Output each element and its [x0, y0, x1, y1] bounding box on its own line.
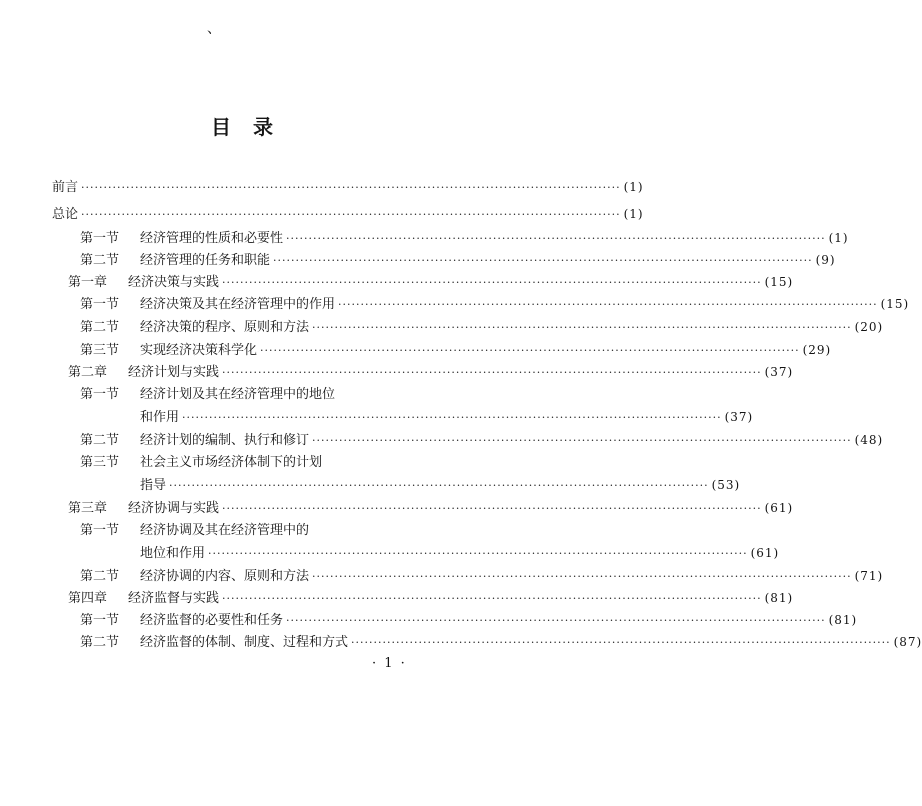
toc-page-number: (37): [764, 365, 794, 379]
toc-page-number: (37): [724, 410, 754, 424]
toc-section-title: 经济监督的体制、制度、过程和方式: [140, 635, 349, 650]
leader-dots: ························································································································: [312, 321, 852, 334]
toc-entry-intro-section-1: [80, 227, 849, 249]
leader-dots: ························································································································: [338, 298, 878, 311]
toc-entry-ch3-section-2: [80, 565, 884, 587]
toc-chapter-number: 第一章: [68, 275, 108, 290]
toc-page-number: (53): [711, 478, 741, 492]
toc-entry-ch2-section-3: [80, 452, 440, 474]
toc-section-title: 经济管理的任务和职能: [140, 253, 271, 268]
toc-section-number: 第二节: [80, 253, 120, 268]
toc-page-number: (29): [802, 343, 832, 357]
leader-dots: ························································································································: [273, 254, 813, 267]
toc-section-title: 经济决策及其在经济管理中的作用: [140, 297, 336, 312]
toc-entry-ch2-section-1-continued: [140, 406, 754, 428]
toc-section-title: 经济协调及其在经济管理中的: [140, 523, 310, 538]
toc-section-number: 第二节: [80, 635, 120, 650]
toc-section-title: 经济计划及其在经济管理中的地位: [140, 387, 336, 402]
toc-page-number: (61): [750, 546, 780, 560]
toc-section-title: 经济计划的编制、执行和修订: [140, 433, 310, 448]
leader-dots: ························································································································: [222, 366, 762, 379]
toc-entry-ch1-section-1: [80, 293, 910, 315]
toc-section-number: 第三节: [80, 455, 120, 470]
toc-page-number: (71): [854, 569, 884, 583]
toc-chapter-number: 第三章: [68, 501, 108, 516]
toc-section-title: 社会主义市场经济体制下的计划: [140, 455, 323, 470]
toc-chapter-title: 经济决策与实践: [128, 275, 220, 290]
toc-chapter-title: 经济监督与实践: [128, 591, 220, 606]
toc-section-title-continued: 和作用: [140, 410, 180, 425]
toc-section-number: 第三节: [80, 343, 120, 358]
leader-dots: ························································································································: [81, 208, 621, 221]
toc-section-number: 第一节: [80, 231, 120, 246]
toc-section-number: 第二节: [80, 433, 120, 448]
toc-page-number: (48): [854, 433, 884, 447]
toc-label: 总论: [52, 207, 79, 222]
leader-dots: ························································································································: [351, 636, 891, 649]
stray-mark: 、: [207, 21, 221, 37]
leader-dots: ························································································································: [222, 592, 762, 605]
leader-dots: ························································································································: [312, 570, 852, 583]
toc-entry-intro: [52, 203, 644, 225]
toc-section-title-continued: 指导: [140, 478, 167, 493]
toc-entry-ch1-section-2: [80, 316, 884, 338]
toc-page-number: (61): [764, 501, 794, 515]
toc-chapter-title: 经济计划与实践: [128, 365, 220, 380]
leader-dots: ························································································································: [286, 232, 826, 245]
toc-page-number: (1): [623, 207, 644, 221]
toc-entry-chapter-3: [68, 497, 794, 519]
toc-section-number: 第一节: [80, 523, 120, 538]
toc-page-number: (15): [880, 297, 910, 311]
toc-entry-intro-section-2: [80, 249, 836, 271]
leader-dots: ························································································································: [312, 434, 852, 447]
toc-section-title: 经济管理的性质和必要性: [140, 231, 284, 246]
leader-dots: ························································································································: [222, 502, 762, 515]
toc-section-title: 经济决策的程序、原则和方法: [140, 320, 310, 335]
leader-dots: ························································································································: [81, 181, 621, 194]
toc-page-number: (81): [828, 613, 858, 627]
toc-page-number: (1): [623, 180, 644, 194]
toc-page-number: (87): [893, 635, 922, 649]
leader-dots: ························································································································: [169, 479, 709, 492]
toc-section-title: 经济监督的必要性和任务: [140, 613, 284, 628]
toc-entry-ch3-section-1-continued: [140, 542, 780, 564]
toc-page-number: (20): [854, 320, 884, 334]
toc-entry-chapter-4: [68, 587, 794, 609]
page-folio: · 1 ·: [372, 656, 407, 671]
toc-entry-ch1-section-3: [80, 339, 832, 361]
toc-chapter-number: 第四章: [68, 591, 108, 606]
toc-section-title: 实现经济决策科学化: [140, 343, 258, 358]
leader-dots: ························································································································: [208, 547, 748, 560]
toc-entry-ch3-section-1: [80, 520, 440, 542]
leader-dots: ························································································································: [222, 276, 762, 289]
toc-page-number: (9): [815, 253, 836, 267]
toc-section-number: 第一节: [80, 613, 120, 628]
toc-entry-ch4-section-1: [80, 609, 858, 631]
toc-section-title-continued: 地位和作用: [140, 546, 206, 561]
leader-dots: ························································································································: [182, 411, 722, 424]
leader-dots: ························································································································: [286, 614, 826, 627]
toc-entry-ch2-section-1: [80, 384, 440, 406]
toc-entry-ch2-section-2: [80, 429, 884, 451]
toc-section-number: 第二节: [80, 569, 120, 584]
toc-chapter-number: 第二章: [68, 365, 108, 380]
toc-section-number: 第一节: [80, 297, 120, 312]
page-title: 目录: [211, 115, 295, 139]
toc-section-number: 第二节: [80, 320, 120, 335]
leader-dots: ························································································································: [260, 344, 800, 357]
toc-section-number: 第一节: [80, 387, 120, 402]
toc-chapter-title: 经济协调与实践: [128, 501, 220, 516]
toc-page-number: (81): [764, 591, 794, 605]
toc-label: 前言: [52, 180, 79, 195]
toc-entry-chapter-2: [68, 361, 794, 383]
toc-section-title: 经济协调的内容、原则和方法: [140, 569, 310, 584]
toc-entry-preface: [52, 176, 644, 198]
toc-page-number: (1): [828, 231, 849, 245]
toc-entry-chapter-1: [68, 271, 794, 293]
toc-entry-ch4-section-2: [80, 631, 922, 653]
toc-page-number: (15): [764, 275, 794, 289]
toc-entry-ch2-section-3-continued: [140, 474, 741, 496]
